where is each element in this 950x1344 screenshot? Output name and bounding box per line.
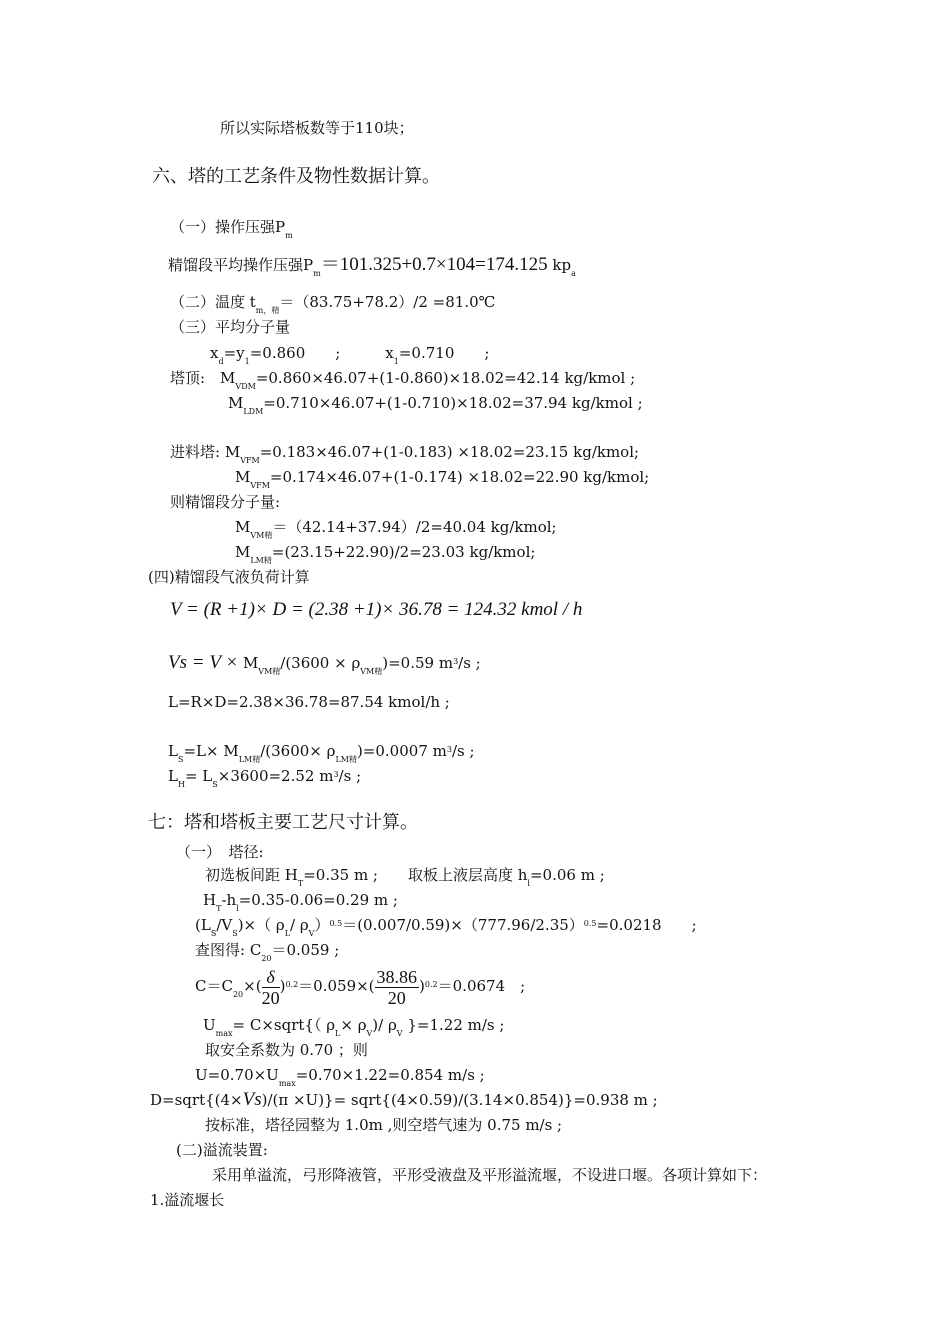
text-line: $H_T-h_l=0.35-0.06=0.29$ m ; [203, 891, 398, 913]
coefficient-formula: $C=C_{20}\times$( $\frac{\delta}{20}$ )$^{0.2}$＝0.059×( $\frac{38.86}{20}$ )$^{0.2}$＝0.0674 ; [195, 966, 526, 1008]
text-line: 则精馏段分子量: [170, 493, 281, 511]
fraction: $\frac{\delta}{20}$ [261, 966, 280, 1008]
text-line: 按标准，塔径园整为 1.0m ,则空塔气速为 0.75 m/s ; [205, 1116, 563, 1134]
text-line: 取安全系数为 0.70 ；则 [205, 1041, 368, 1059]
text-line: $L_S=L\times M_{LM精}/(3600\times \rho_{LM精})=0.0007$ $m^3/s$ ; [168, 742, 475, 764]
text-line: 塔顶: $M_{VDM}=0.860\times 46.07+(1-0.860)\times 18.02=42.14$ kg/kmol ; [170, 369, 636, 391]
text-line: L=R×D=2.38×36.78=87.54 kmol/h ; [168, 693, 450, 711]
text-line: 查图得: $C_{20}=0.059$ ; [195, 941, 340, 963]
subsection-heading: （一）操作压强$P_m$ [170, 218, 293, 240]
temperature-line: （二）温度 $t_{m,精}=(83.75+78.2)/2$ =81.0℃ [170, 293, 496, 315]
text-line: $M_{VM精}=(42.14+37.94)/2=40.04$ kg/kmol; [235, 518, 557, 540]
subsection-heading: (二)溢流装置: [176, 1141, 268, 1159]
vapor-flow-formula: V = (R +1)× D = (2.38 +1)× 36.78 = 124.32 kmol / h [170, 599, 583, 620]
fraction: $\frac{38.86}{20}$ [376, 966, 418, 1008]
text-line: $U=0.70\times U_{max}=0.70\times 1.22=0.854$ m/s ; [195, 1066, 485, 1088]
text-line: $(L_S/V_S)\times$（ $\rho_L/$ $\rho_V)^{0.5}=(0.007/0.59)\times(777.96/2.35)^{0.5}=0.0218$ ; [195, 916, 697, 938]
text-line: D=sqrt{(4×Vs)/(π ×U)}= sqrt{(4×0.59)/(3.14×0.854)}=0.938 m ; [150, 1089, 658, 1110]
subsection-heading: （一） 塔径: [176, 843, 264, 861]
subsection-heading: (四)精馏段气液负荷计算 [148, 568, 310, 586]
text-line: $M_{VFM}=0.174\times 46.07+(1-0.174) \times 18.02=22.90$ kg/kmol; [235, 468, 650, 490]
text-line: 采用单溢流，弓形降液管，平形受液盘及平形溢流堰，不设进口堰。各项计算如下： [212, 1166, 768, 1184]
text-line: 1.溢流堰长 [150, 1191, 225, 1209]
text-line: $M_{LM精}=(23.15+22.90)/2=23.03$ kg/kmol; [235, 543, 536, 565]
text-line: $L_H= L_S\times 3600=2.52$ $m^3/s$ ; [168, 767, 362, 789]
section-heading: 六、塔的工艺条件及物性数据计算。 [152, 166, 440, 187]
text-line: $Vs = V \times M_{VM精}/(3600 \times \rho_{VM精})=0.59$ $m^3/s$ ; [168, 652, 481, 676]
text-line: 初选板间距 $H_T=0.35$ m ; 取板上液层高度 $h_l=0.06$ m ; [205, 866, 605, 888]
text-line: 进料塔: $M_{VFM}=0.183\times 46.07+(1-0.183) \times 18.02=23.15$ kg/kmol; [170, 443, 640, 465]
text-line: 所以实际塔板数等于110块； [220, 119, 414, 137]
text-line: $M_{LDM}=0.710\times 46.07+(1-0.710)\times 18.02=37.94$ kg/kmol ; [228, 394, 643, 416]
text-line: $U_{max}=$ C×sqrt{（ $\rho_L\times \rho_V)/$ $\rho_V$ }=1.22 m/s ; [203, 1016, 505, 1038]
subsection-heading: （三）平均分子量 [170, 318, 291, 336]
pressure-formula: 精馏段平均操作压强$P_m=101.325+0.7\times 104=174.125$ $kp_a$ [168, 254, 576, 278]
text-line: $x_d=y_1=0.860$ ; $x_1=0.710$ ; [210, 344, 490, 366]
section-heading: 七：塔和塔板主要工艺尺寸计算。 [148, 812, 418, 833]
